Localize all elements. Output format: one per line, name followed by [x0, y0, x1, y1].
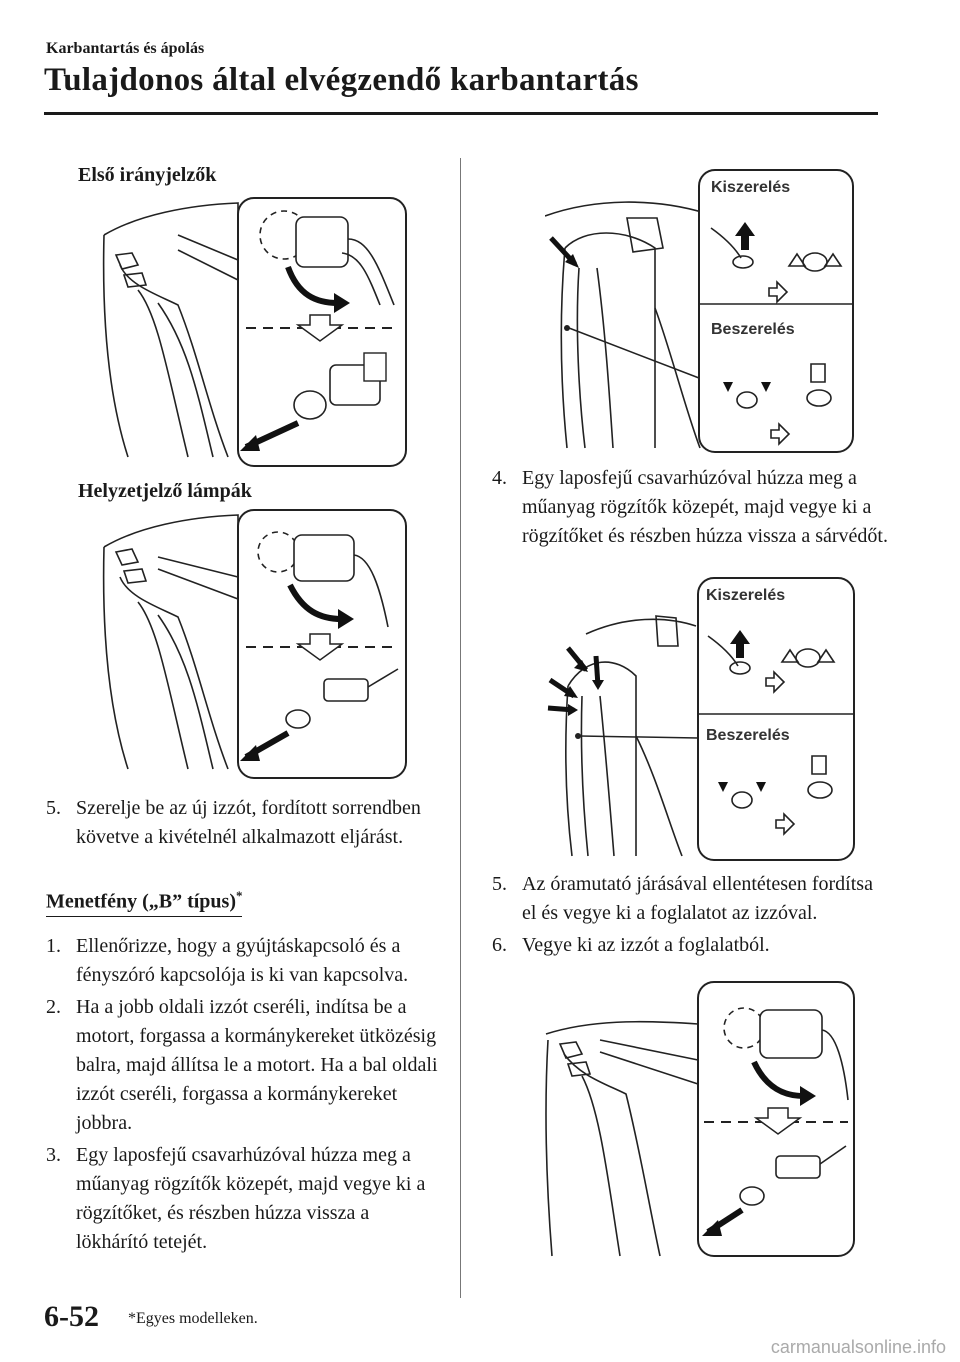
column-divider — [460, 158, 461, 1298]
caption-position-lamps: Helyzetjelző lámpák — [78, 480, 252, 502]
model-footnote-mark: * — [235, 888, 243, 903]
step-item — [492, 870, 892, 928]
step-text: Ha a jobb oldali izzót cseréli, indítsa be a motort, forgassa a kormánykereket ütközésig balra, majd állítsa le a motort. Ha a bal oldali izzót cseréli, forgassa a kormánykereket jobbra. — [76, 996, 438, 1134]
left-step-5-list — [46, 794, 441, 855]
right-steps-list — [492, 870, 892, 963]
step-number: 5. — [492, 873, 507, 895]
title-rule — [44, 112, 878, 115]
panel-label-remove-2: Kiszerelés — [706, 587, 786, 604]
step-text: Egy laposfejű csavarhúzóval húzza meg a műanyag rögzítők közepét, majd vegye ki a rögzítőket, és részben húzza vissza a lökhárító tetejét. — [76, 1144, 426, 1253]
step-text: Ellenőrizze, hogy a gyújtáskapcsoló és a fényszóró kapcsolója is ki van kapcsolva. — [76, 935, 409, 986]
step-number: 3. — [46, 1144, 61, 1166]
caption-front-turn-signals: Első irányjelzők — [78, 164, 217, 186]
step-number: 2. — [46, 996, 61, 1018]
panel-label-remove: Kiszerelés — [711, 179, 791, 196]
step-item — [492, 464, 892, 551]
figure-position-lamp — [98, 507, 410, 782]
step-number: 4. — [492, 467, 507, 489]
left-steps-list — [46, 932, 441, 1260]
step-item — [46, 932, 441, 990]
panel-label-install: Beszerelés — [711, 321, 795, 338]
right-step-4-list — [492, 464, 892, 554]
step-number: 6. — [492, 934, 507, 956]
step-text: Egy laposfejű csavarhúzóval húzza meg a műanyag rögzítők közepét, majd vegye ki a rögzítőket és részben húzza vissza a sárvédőt. — [522, 467, 888, 547]
subheading-daytime-running-light — [46, 888, 242, 917]
step-item — [46, 993, 441, 1138]
step-text: Vegye ki az izzót a foglalatból. — [522, 934, 770, 956]
step-text: Szerelje be az új izzót, fordított sorrendben követve a kivételnél alkalmazott eljárást. — [76, 797, 421, 848]
step-number: 5. — [46, 797, 61, 819]
panel-label-install-2: Beszerelés — [706, 727, 790, 744]
step-number: 1. — [46, 935, 61, 957]
page-title: Tulajdonos által elvégzendő karbantartás — [44, 62, 639, 98]
figure-bumper-clips — [545, 168, 857, 454]
figure-drl-bulb — [540, 980, 858, 1260]
step-item — [492, 931, 892, 960]
subheading-text: Menetfény („B” típus) — [46, 890, 236, 913]
section-label: Karbantartás és ápolás — [46, 40, 205, 57]
watermark: carmanualsonline.info — [770, 1337, 946, 1357]
page-number: 6-52 — [44, 1300, 99, 1333]
step-item — [46, 794, 441, 852]
step-text: Az óramutató járásával ellentétesen fordítsa el és vegye ki a foglalatot az izzóval. — [522, 873, 873, 924]
footnote: *Egyes modelleken. — [128, 1310, 258, 1327]
figure-front-turn-signal — [98, 195, 410, 470]
figure-fender-clips — [546, 576, 858, 862]
step-item — [46, 1141, 441, 1257]
